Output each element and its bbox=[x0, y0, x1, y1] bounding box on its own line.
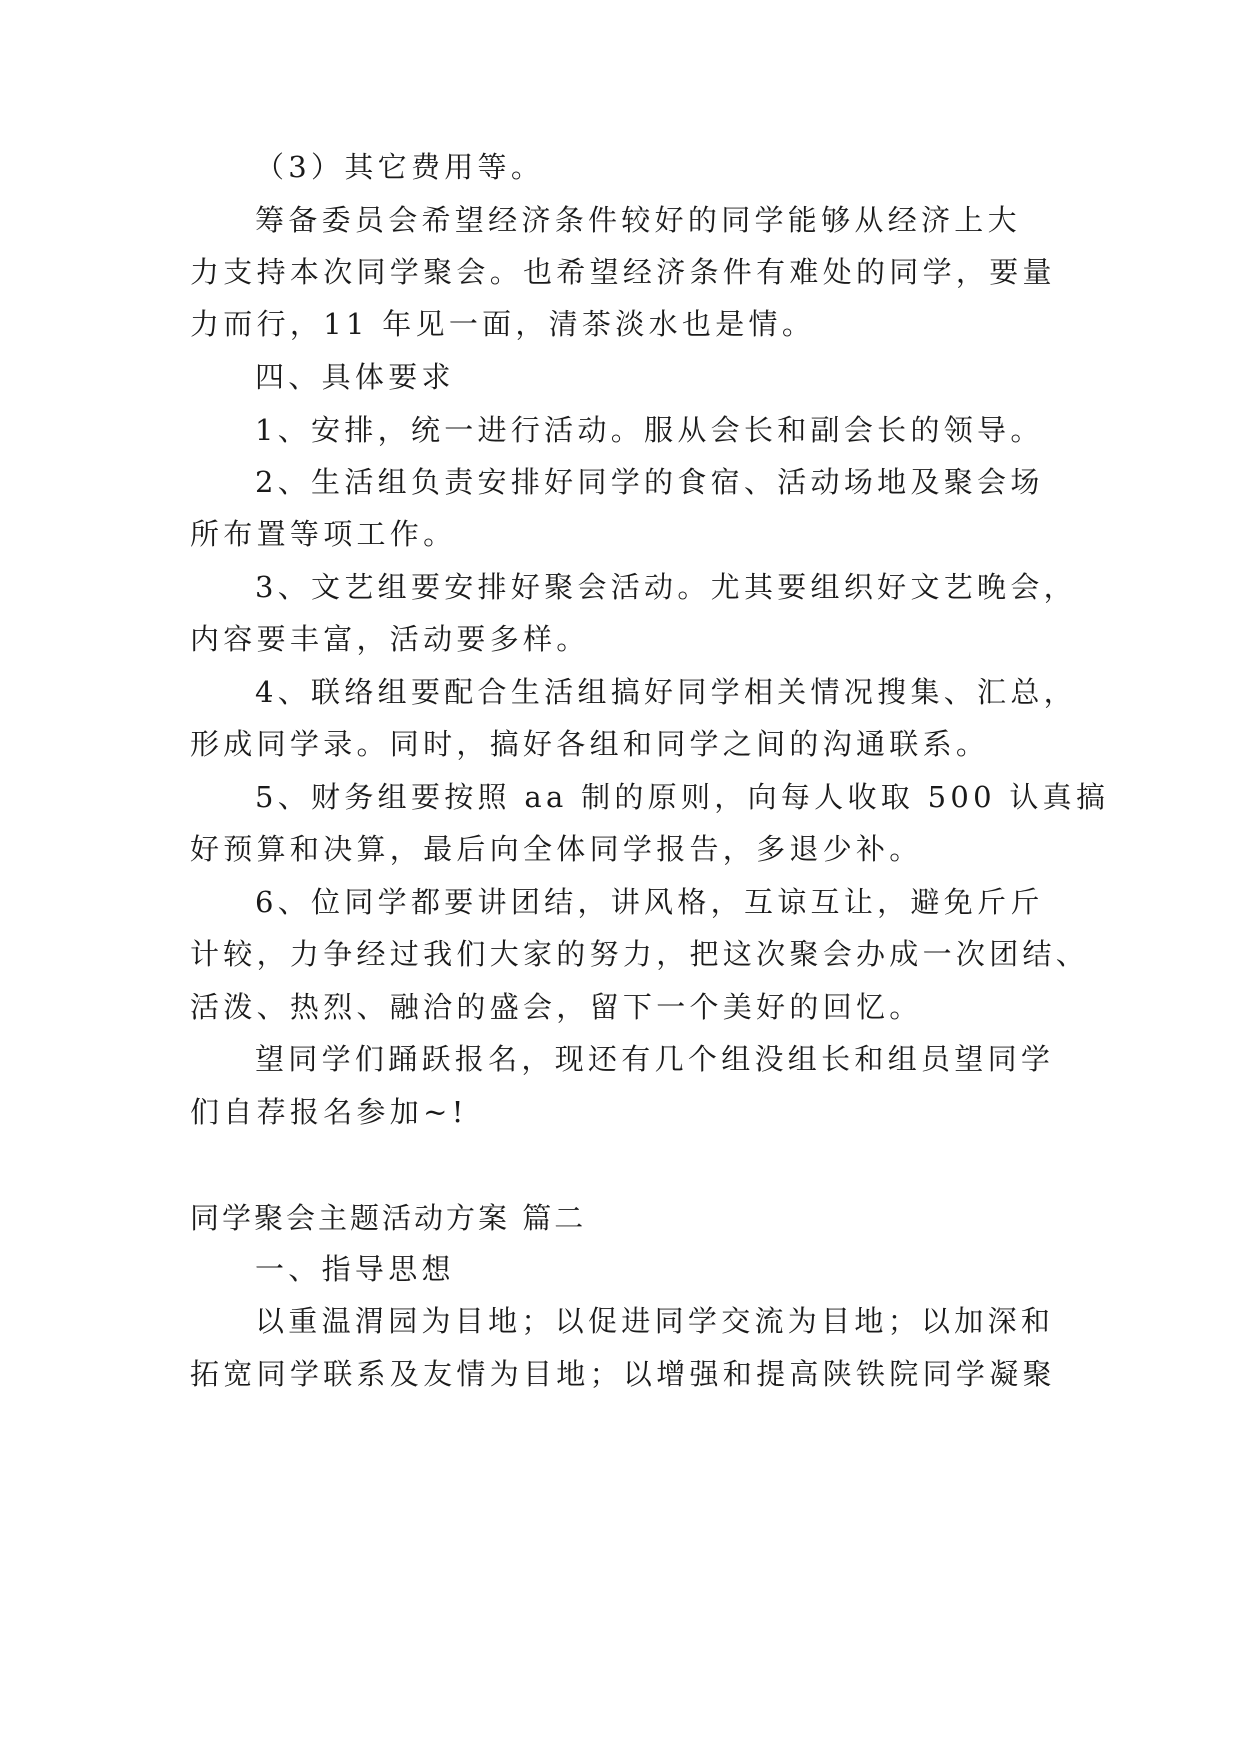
cost-item-3: （3）其它费用等。 bbox=[255, 150, 545, 184]
support-paragraph-line-2: 力支持本次同学聚会。也希望经济条件有难处的同学，要量 bbox=[190, 255, 1056, 289]
section-title: 同学聚会主题活动方案 篇二 bbox=[190, 1201, 587, 1235]
requirement-2-line-2: 所布置等项工作。 bbox=[190, 517, 457, 551]
requirement-5-line-1: 5、财务组要按照 aa 制的原则，向每人收取 500 认真搞 bbox=[255, 780, 1110, 814]
closing-line-2: 们自荐报名参加~! bbox=[190, 1095, 468, 1129]
guiding-paragraph-line-1: 以重温渭园为目地；以促进同学交流为目地；以加深和 bbox=[255, 1304, 1055, 1338]
guiding-paragraph-line-2: 拓宽同学联系及友情为目地；以增强和提高陕铁院同学凝聚 bbox=[190, 1357, 1056, 1391]
support-paragraph-line-1: 筹备委员会希望经济条件较好的同学能够从经济上大 bbox=[255, 203, 1021, 237]
requirement-3-line-2: 内容要丰富，活动要多样。 bbox=[190, 622, 590, 656]
closing-line-1: 望同学们踊跃报名，现还有几个组没组长和组员望同学 bbox=[255, 1042, 1055, 1076]
requirement-6-line-3: 活泼、热烈、融洽的盛会，留下一个美好的回忆。 bbox=[190, 990, 923, 1024]
requirements-heading: 四、具体要求 bbox=[255, 360, 455, 394]
requirement-2-line-1: 2、生活组负责安排好同学的食宿、活动场地及聚会场 bbox=[255, 465, 1044, 499]
requirement-1-line-1: 1、安排，统一进行活动。服从会长和副会长的领导。 bbox=[255, 413, 1044, 447]
guiding-thought-heading: 一、指导思想 bbox=[255, 1252, 455, 1286]
requirement-6-line-2: 计较，力争经过我们大家的努力，把这次聚会办成一次团结、 bbox=[190, 937, 1090, 971]
requirement-6-line-1: 6、位同学都要讲团结，讲风格，互谅互让，避免斤斤 bbox=[255, 885, 1044, 919]
support-paragraph-line-3: 力而行，11 年见一面，清茶淡水也是情。 bbox=[190, 307, 816, 341]
requirement-5-line-2: 好预算和决算，最后向全体同学报告，多退少补。 bbox=[190, 832, 923, 866]
requirement-4-line-2: 形成同学录。同时，搞好各组和同学之间的沟通联系。 bbox=[190, 727, 990, 761]
requirement-3-line-1: 3、文艺组要安排好聚会活动。尤其要组织好文艺晚会， bbox=[255, 570, 1077, 604]
requirement-4-line-1: 4、联络组要配合生活组搞好同学相关情况搜集、汇总， bbox=[255, 675, 1077, 709]
